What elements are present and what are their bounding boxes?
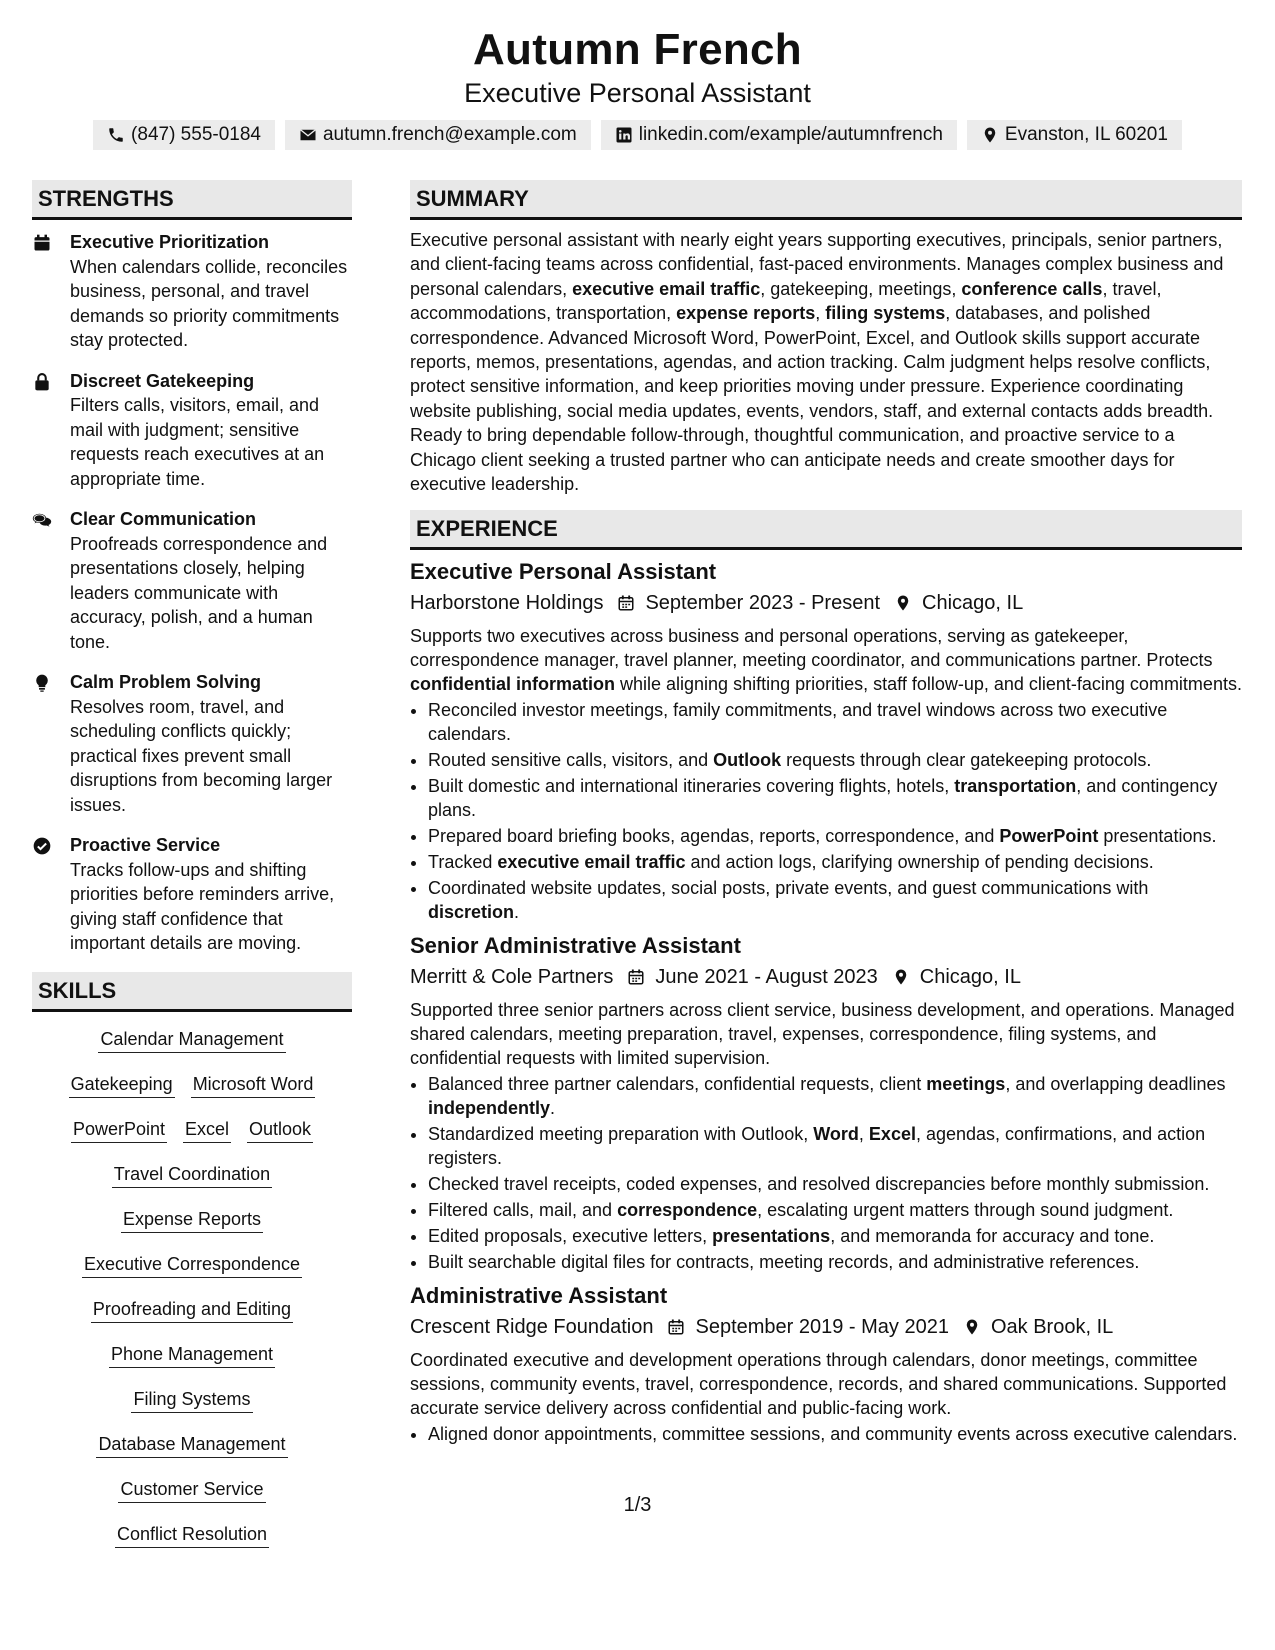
lock-icon (32, 372, 52, 392)
chat-bubbles-icon (32, 510, 52, 530)
skill-tag: Gatekeeping (69, 1073, 175, 1098)
strength-text: Resolves room, travel, and scheduling conflicts quickly; practical fixes prevent small disruptions from becoming larger issues. (70, 696, 333, 815)
contact-linkedin-text: linkedin.com/example/autumnfrench (638, 124, 943, 145)
job-description: Supported three senior partners across client service, business development, and operations. Managed shared calendars, meeting preparation, travel, expenses, correspondence, filing systems, and confidential requests with limited supervision. (410, 1000, 1235, 1069)
job-company: Merritt & Cole Partners (410, 966, 614, 989)
page-number: 1/3 (623, 1494, 652, 1516)
contact-email-text: autumn.french@example.com (322, 124, 577, 145)
list-item: • Reconciled investor meetings, family commitments, and travel windows across two executive calendars. (428, 698, 1242, 746)
job-meta (410, 588, 1242, 618)
strength-item (32, 670, 352, 817)
skill-tag: Phone Management (109, 1343, 275, 1368)
calendar-icon (667, 1318, 685, 1336)
list-item: • Coordinated website updates, social posts, private events, and guest communications with discretion. (428, 876, 1242, 924)
skills-heading: SKILLS (32, 972, 352, 1012)
skill-row (32, 1073, 352, 1098)
list-item: • Routed sensitive calls, visitors, and Outlook requests through clear gatekeeping protocols. (428, 748, 1242, 772)
skill-row (32, 1523, 352, 1548)
skill-row (32, 1298, 352, 1323)
experience-heading: EXPERIENCE (410, 510, 1242, 550)
job-title: Executive Personal Assistant (410, 559, 717, 585)
job-company: Harborstone Holdings (410, 592, 604, 615)
job-entry (410, 1282, 1242, 1446)
skill-row (32, 1118, 352, 1143)
right-column (410, 180, 1242, 1568)
skill-row (32, 1433, 352, 1458)
list-item: • Tracked executive email traffic and action logs, clarifying ownership of pending decisions. (428, 850, 1242, 874)
strength-title: Executive Prioritization (70, 232, 270, 252)
contact-email[interactable] (285, 120, 591, 150)
skill-row (32, 1208, 352, 1233)
job-bullets (410, 698, 1242, 924)
strength-item (32, 369, 352, 492)
list-item: • Edited proposals, executive letters, presentations, and memoranda for accuracy and tone. (428, 1224, 1242, 1248)
resume-header (0, 0, 1275, 150)
contact-phone[interactable] (93, 120, 275, 150)
list-item: • Standardized meeting preparation with Outlook, Word, Excel, agendas, confirmations, and action registers. (428, 1122, 1242, 1170)
strength-text: When calendars collide, reconciles business, personal, and travel demands so priority commitments stay protected. (70, 256, 348, 350)
job-dates: September 2019 - May 2021 (695, 1316, 949, 1339)
skill-tag: Filing Systems (131, 1388, 252, 1413)
skill-tag: Expense Reports (121, 1208, 263, 1233)
skill-tag: Database Management (96, 1433, 287, 1458)
contact-phone-text: (847) 555-0184 (131, 124, 261, 145)
list-item: • Aligned donor appointments, committee sessions, and community events across executive calendars. (428, 1422, 1242, 1446)
linkedin-icon (615, 126, 633, 144)
skill-tag: Customer Service (118, 1478, 265, 1503)
job-location: Oak Brook, IL (990, 1316, 1114, 1339)
skill-row (32, 1343, 352, 1368)
skill-row (32, 1028, 352, 1053)
job-company: Crescent Ridge Foundation (410, 1316, 654, 1339)
job-title: Senior Administrative Assistant (410, 933, 741, 959)
job-bullets (410, 1422, 1242, 1446)
location-pin-icon (892, 968, 910, 986)
skill-tag: Executive Correspondence (82, 1253, 302, 1278)
candidate-name: Autumn French (472, 25, 802, 74)
summary-text: Executive personal assistant with nearly eight years supporting executives, principals, senior partners, and client-facing teams across confidential, fast-paced environments. Manages complex business and personal calendars, executive email traffic, gatekeeping, meetings, conference calls, travel, accommodations, transportation, expense reports, filing systems, databases, and polished correspondence. Advanced Microsoft Word, PowerPoint, Excel, and Outlook skills support accurate reports, memos, presentations, agendas, and action tracking. Calm judgment helps resolve conflicts, protect sensitive information, and keep priorities moving under pressure. Experience coordinating website publishing, social media updates, events, vendors, staff, and external contacts adds breadth. Ready to bring dependable follow-through, thoughtful communication, and proactive service to a Chicago client seeking a trusted partner who can anticipate needs and create smoother days for executive leadership. (410, 230, 1224, 495)
location-pin-icon (981, 126, 999, 144)
summary-heading: SUMMARY (410, 180, 1242, 220)
job-description: Supports two executives across business and personal operations, serving as gatekeeper, correspondence manager, travel planner, meeting coordinator, and communications partner. Protects confidential information while aligning shifting priorities, staff follow-up, and client-facing commitments. (410, 626, 1242, 695)
strength-title: Proactive Service (70, 835, 221, 855)
lightbulb-icon (32, 673, 52, 693)
strength-text: Tracks follow-ups and shifting priorities before reminders arrive, giving staff confidence that important details are moving. (70, 859, 335, 953)
strength-item (32, 230, 352, 353)
skill-tag: Calendar Management (98, 1028, 285, 1053)
calendar-icon (617, 594, 635, 612)
skill-tag: Microsoft Word (191, 1073, 316, 1098)
calendar-icon (627, 968, 645, 986)
strength-text: Proofreads correspondence and presentations closely, helping leaders communicate with accuracy, polish, and a human tone. (70, 533, 328, 652)
skills-list (32, 1012, 352, 1548)
envelope-icon (299, 126, 317, 144)
list-item: • Prepared board briefing books, agendas, reports, correspondence, and PowerPoint presentations. (428, 824, 1242, 848)
job-location: Chicago, IL (919, 966, 1021, 989)
list-item: • Checked travel receipts, coded expenses, and resolved discrepancies before monthly submission. (428, 1172, 1242, 1196)
skill-row (32, 1388, 352, 1413)
strength-item (32, 507, 352, 654)
location-pin-icon (963, 1318, 981, 1336)
job-meta (410, 1312, 1242, 1342)
phone-icon (107, 126, 125, 144)
strengths-list (32, 220, 352, 956)
check-circle-icon (32, 836, 52, 856)
candidate-title: Executive Personal Assistant (464, 78, 811, 108)
skill-tag: Travel Coordination (112, 1163, 272, 1188)
job-description: Coordinated executive and development operations through calendars, donor meetings, committee sessions, community events, travel, correspondence, records, and shared communications. Supported accurate service delivery across confidential and public-facing work. (410, 1350, 1227, 1419)
calendar-icon (32, 233, 52, 253)
skill-row (32, 1253, 352, 1278)
skill-tag: Proofreading and Editing (91, 1298, 293, 1323)
list-item: • Filtered calls, mail, and correspondence, escalating urgent matters through sound judgment. (428, 1198, 1242, 1222)
list-item: • Built domestic and international itineraries covering flights, hotels, transportation, and contingency plans. (428, 774, 1242, 822)
contact-linkedin[interactable] (601, 120, 957, 150)
job-location: Chicago, IL (922, 592, 1024, 615)
contact-location (967, 120, 1182, 150)
list-item: • Balanced three partner calendars, confidential requests, client meetings, and overlapping deadlines independently. (428, 1072, 1242, 1120)
job-dates: September 2023 - Present (645, 592, 881, 615)
skill-tag: Conflict Resolution (115, 1523, 269, 1548)
job-dates: June 2021 - August 2023 (655, 966, 878, 989)
job-meta (410, 962, 1242, 992)
skill-tag: PowerPoint (71, 1118, 167, 1143)
contact-bar (0, 120, 1275, 150)
skill-row (32, 1163, 352, 1188)
strength-title: Calm Problem Solving (70, 672, 262, 692)
location-pin-icon (894, 594, 912, 612)
strengths-heading: STRENGTHS (32, 180, 352, 220)
contact-location-text: Evanston, IL 60201 (1004, 124, 1168, 145)
job-bullets (410, 1072, 1242, 1274)
job-entry (410, 558, 1242, 924)
skill-tag: Excel (183, 1118, 231, 1143)
job-title: Administrative Assistant (410, 1283, 668, 1309)
strength-text: Filters calls, visitors, email, and mail with judgment; sensitive requests reach executives at an appropriate time. (70, 395, 325, 489)
strength-title: Clear Communication (70, 509, 257, 529)
experience-list (410, 558, 1242, 1446)
list-item: • Built searchable digital files for contracts, meeting records, and administrative references. (428, 1250, 1242, 1274)
skill-tag: Outlook (247, 1118, 313, 1143)
strength-title: Discreet Gatekeeping (70, 370, 255, 391)
strength-item (32, 833, 352, 956)
left-column (32, 180, 352, 1568)
job-entry (410, 932, 1242, 1274)
